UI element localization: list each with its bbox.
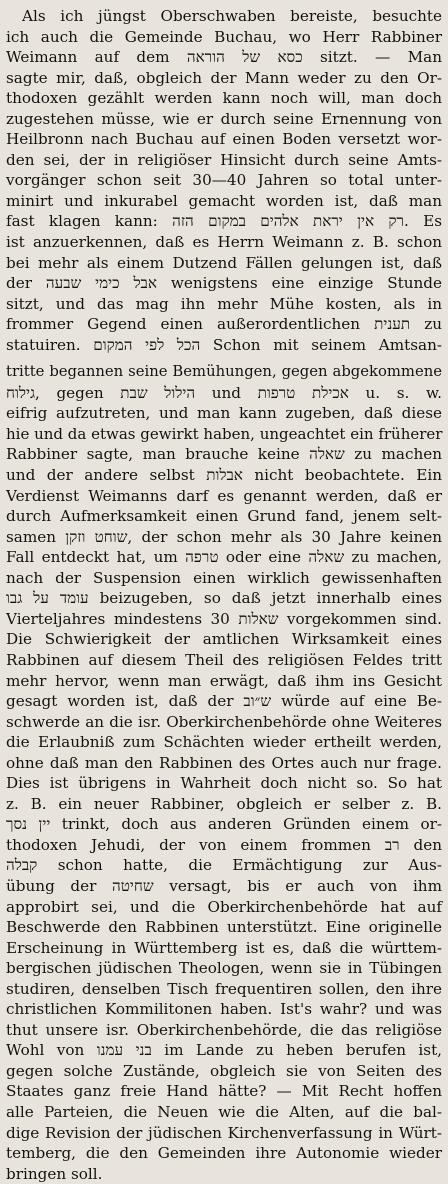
text-line: Staates ganz freie Hand hätte? — Mit Recht hoffen <box>6 1082 442 1101</box>
text-line: Fall entdeckt hat, um טרפה oder eine שאלה zu machen, <box>6 548 443 567</box>
text-line: ich auch die Gemeinde Buchau, wo Herr Rabbiner <box>6 27 442 46</box>
paragraph-1 <box>6 6 442 355</box>
text-line: Heilbronn nach Buchau auf einen Boden versetzt wor- <box>6 130 442 149</box>
text-line: den sei, der in religiöser Hinsicht durch seine Amts- <box>6 150 442 169</box>
text-line: mehr hervor, wenn man erwägt, daß ihm ins Gesicht <box>6 671 442 690</box>
text-line: schwerde an die isr. Oberkirchenbehörde ohne Weiteres <box>6 712 442 731</box>
text-line: fast klagen kann: רק אין יראת אלהים במקום הזה. Es <box>6 212 442 231</box>
text-line: Beschwerde den Rabbinen unterstützt. Eine originelle <box>6 918 442 937</box>
text-line: sitzt, und das mag ihn mehr Mühe kosten, als in <box>6 294 442 313</box>
text-line: Rabbinen auf diesem Theil des religiösen Feldes tritt <box>6 650 442 669</box>
text-line: gesagt worden ist, daß der ש״וב würde auf eine Be- <box>6 692 442 711</box>
text-line: christlichen Kommilitonen haben. Ist's wahr? und was <box>6 1000 442 1019</box>
text-line: thodoxen Jehudi, der von einem frommen רב den <box>6 835 442 854</box>
text-line: frommer Gegend einen außerordentlichen תענית zu <box>6 315 442 334</box>
text-line: hie und da etwas gewirkt haben, ungeachtet ein früherer <box>6 424 443 443</box>
paragraph-2 <box>6 362 442 1184</box>
text-line: eifrig aufzutreten, und man kann zugeben, daß diese <box>6 404 442 423</box>
text-line: ist anzuerkennen, daß es Herrn Weimann z. B. schon <box>6 233 442 252</box>
text-line: bringen soll. <box>6 1164 103 1183</box>
text-line: thodoxen gezählt werden kann noch will, man doch <box>6 89 442 108</box>
text-line: עומד על גבו beizugeben, so daß jetzt innerhalb eines <box>6 589 442 608</box>
text-line: übung der שחיטה versagt, bis er auch von ihm <box>6 876 442 895</box>
text-line: sagte mir, daß, obgleich der Mann weder zu den Or- <box>6 68 442 87</box>
text-line: gegen solche Zustände, obgleich sie von Seiten des <box>6 1061 442 1080</box>
page-break-gap <box>6 355 442 362</box>
text-line: ohne daß man den Rabbinen des Ortes auch nur frage. <box>6 753 442 772</box>
text-line: vorgänger schon seit 30—40 Jahren so total unter- <box>6 171 442 190</box>
text-line: Als ich jüngst Oberschwaben bereiste, besuchte <box>22 7 442 25</box>
text-line: dige Revision der jüdischen Kirchenverfassung in Würt- <box>6 1123 442 1142</box>
text-line: Erscheinung in Württemberg ist es, daß die württem- <box>6 938 442 957</box>
text-line: statuiren. הכל לפי המקום Schon mit seinem Amtsan- <box>6 335 442 354</box>
text-line: bei mehr als einem Dutzend Fällen gelungen ist, daß <box>6 253 442 272</box>
text-line: zugestehen müsse, wie er durch seine Ernennung von <box>6 109 442 128</box>
text-line: temberg, die den Gemeinden ihre Autonomie wieder <box>6 1144 442 1163</box>
text-line: minirt und inkurabel gemacht worden ist, daß man <box>6 191 442 210</box>
text-line: durch Aufmerksamkeit einen Grund fand, jenem selt- <box>6 507 442 526</box>
text-line: studiren, denselben Tisch frequentiren sollen, den ihre <box>6 979 442 998</box>
text-line: יין נסך trinkt, doch aus anderen Gründen einem or- <box>6 815 442 834</box>
text-line: die Erlaubniß zum Schächten wieder ertheilt werden, <box>6 733 442 752</box>
text-line: Weimann auf dem כסא של הוראה sitzt. — Man <box>6 48 442 67</box>
text-line: thut unsere isr. Oberkirchenbehörde, die das religiöse <box>6 1020 442 1039</box>
text-line: Verdienst Weimanns darf es genannt werden, daß er <box>6 486 442 505</box>
text-line: samen שוחט וזקן, der schon mehr als 30 Jahre keinen <box>6 527 442 546</box>
text-line: der אבל כימי שבעה wenigstens eine einzige Stunde <box>6 274 442 293</box>
text-line: Die Schwierigkeit der amtlichen Wirksamkeit eines <box>6 630 442 649</box>
text-line: z. B. ein neuer Rabbiner, obgleich er selber z. B. <box>6 794 442 813</box>
text-line: nach der Suspension einen wirklich gewissenhaften <box>6 568 442 587</box>
text-line: Wohl von בני עמנו im Lande zu heben berufen ist, <box>6 1041 442 1060</box>
text-line: alle Parteien, die Neuen wie die Alten, auf die bal- <box>6 1102 442 1121</box>
text-line: tritte begannen seine Bemühungen, gegen abgekommene <box>6 363 442 381</box>
text-line: Rabbiner sagte, man brauche keine שאלה zu machen <box>6 445 442 464</box>
text-line: קבלה schon hatte, die Ermächtigung zur Aus- <box>6 856 442 875</box>
text-line: bergischen jüdischen Theologen, wenn sie in Tübingen <box>6 959 442 978</box>
text-line: approbirt sei, und die Oberkirchenbehörde hat auf <box>6 897 442 916</box>
text-line: Dies ist übrigens in Wahrheit doch nicht so. So hat <box>6 774 442 793</box>
text-line: und der andere selbst אבלות nicht beobachtete. Ein <box>6 466 442 485</box>
text-line: גילוח, gegen הילול שבת und אכילת טרפות u. s. w. <box>6 383 443 402</box>
text-line: Vierteljahres mindestens 30 שאלות vorgekommen sind. <box>6 609 442 628</box>
